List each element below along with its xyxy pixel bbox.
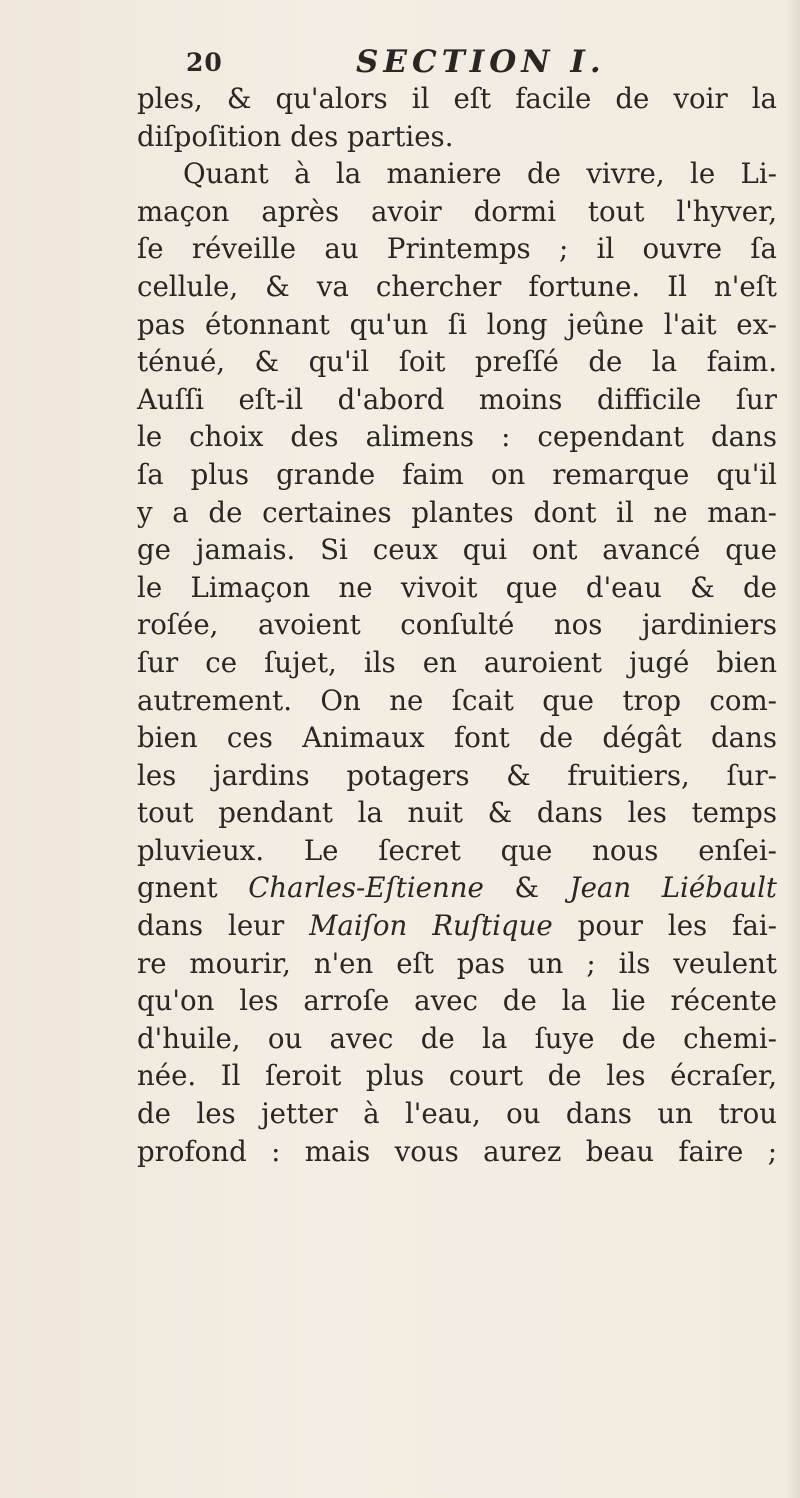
text-line: re mourir, n'en eſt pas un ; ils veulent [137, 946, 777, 980]
text-line: ſe réveille au Printemps ; il ouvre ſa [137, 232, 777, 266]
text-line: maçon après avoir dormi tout l'hyver, [137, 194, 777, 228]
text-line-with-title [137, 907, 777, 945]
text-line: pluvieux. Le ſecret que nous enſei- [137, 833, 777, 867]
body-text [137, 80, 777, 1170]
text-line: ténué, & qu'il ſoit preſſé de la faim. [137, 345, 777, 379]
text-line: cellule, & va chercher fortune. Il n'eſt [137, 269, 777, 303]
text-line: qu'on les arroſe avec de la lie récente [137, 984, 777, 1018]
page-gutter-shadow [786, 0, 800, 1498]
text-line-with-names [137, 869, 777, 907]
book-title-maison-rustique: Maiſon Ruſtique [309, 909, 553, 943]
text-line: le Limaçon ne vivoit que d'eau & de [137, 570, 777, 604]
text-line: y a de certaines plantes dont il ne man- [137, 495, 777, 529]
text-fragment: pour les fai- [577, 909, 777, 943]
text-line: pas étonnant qu'un ſi long jeûne l'ait ex- [137, 307, 777, 341]
text-line: ſur ce ſujet, ils en auroient jugé bien [137, 645, 777, 679]
text-line: roſée, avoient conſulté nos jardiniers [137, 608, 777, 642]
text-line: ples, & qu'alors il eſt facile de voir la [137, 82, 777, 115]
page-number: 20 [186, 48, 223, 77]
text-line: Quant à la maniere de vivre, le Li- [183, 157, 777, 191]
running-head: SECTION I. [356, 44, 606, 80]
text-line: les jardins potagers & fruitiers, ſur- [137, 758, 777, 792]
text-line: autrement. On ne ſcait que trop com- [137, 683, 777, 717]
text-line: tout pendant la nuit & dans les temps [137, 796, 777, 830]
author-name-jean-liebault: Jean Liébault [569, 871, 777, 905]
text-line: née. Il ſeroit plus court de les écraſer, [137, 1059, 777, 1093]
text-line: ge jamais. Si ceux qui ont avancé que [137, 533, 777, 567]
text-line: Auſſi eſt-il d'abord moins difficile ſur [137, 382, 777, 416]
text-fragment: & [514, 871, 539, 905]
text-line: le choix des alimens : cependant dans [137, 420, 777, 454]
text-line: de les jetter à l'eau, ou dans un trou [137, 1097, 777, 1131]
text-line: d'huile, ou avec de la ſuye de chemi- [137, 1021, 777, 1055]
text-line: diſpoſition des parties. [137, 119, 454, 153]
text-fragment: dans leur [137, 909, 285, 943]
text-line: profond : mais vous aurez beau faire ; [137, 1134, 777, 1168]
text-line: ſa plus grande faim on remarque qu'il [137, 457, 777, 491]
author-name-charles-estienne: Charles-Eſtienne [248, 871, 484, 905]
text-fragment: gnent [137, 871, 218, 905]
text-line: bien ces Animaux font de dégât dans [137, 721, 777, 755]
